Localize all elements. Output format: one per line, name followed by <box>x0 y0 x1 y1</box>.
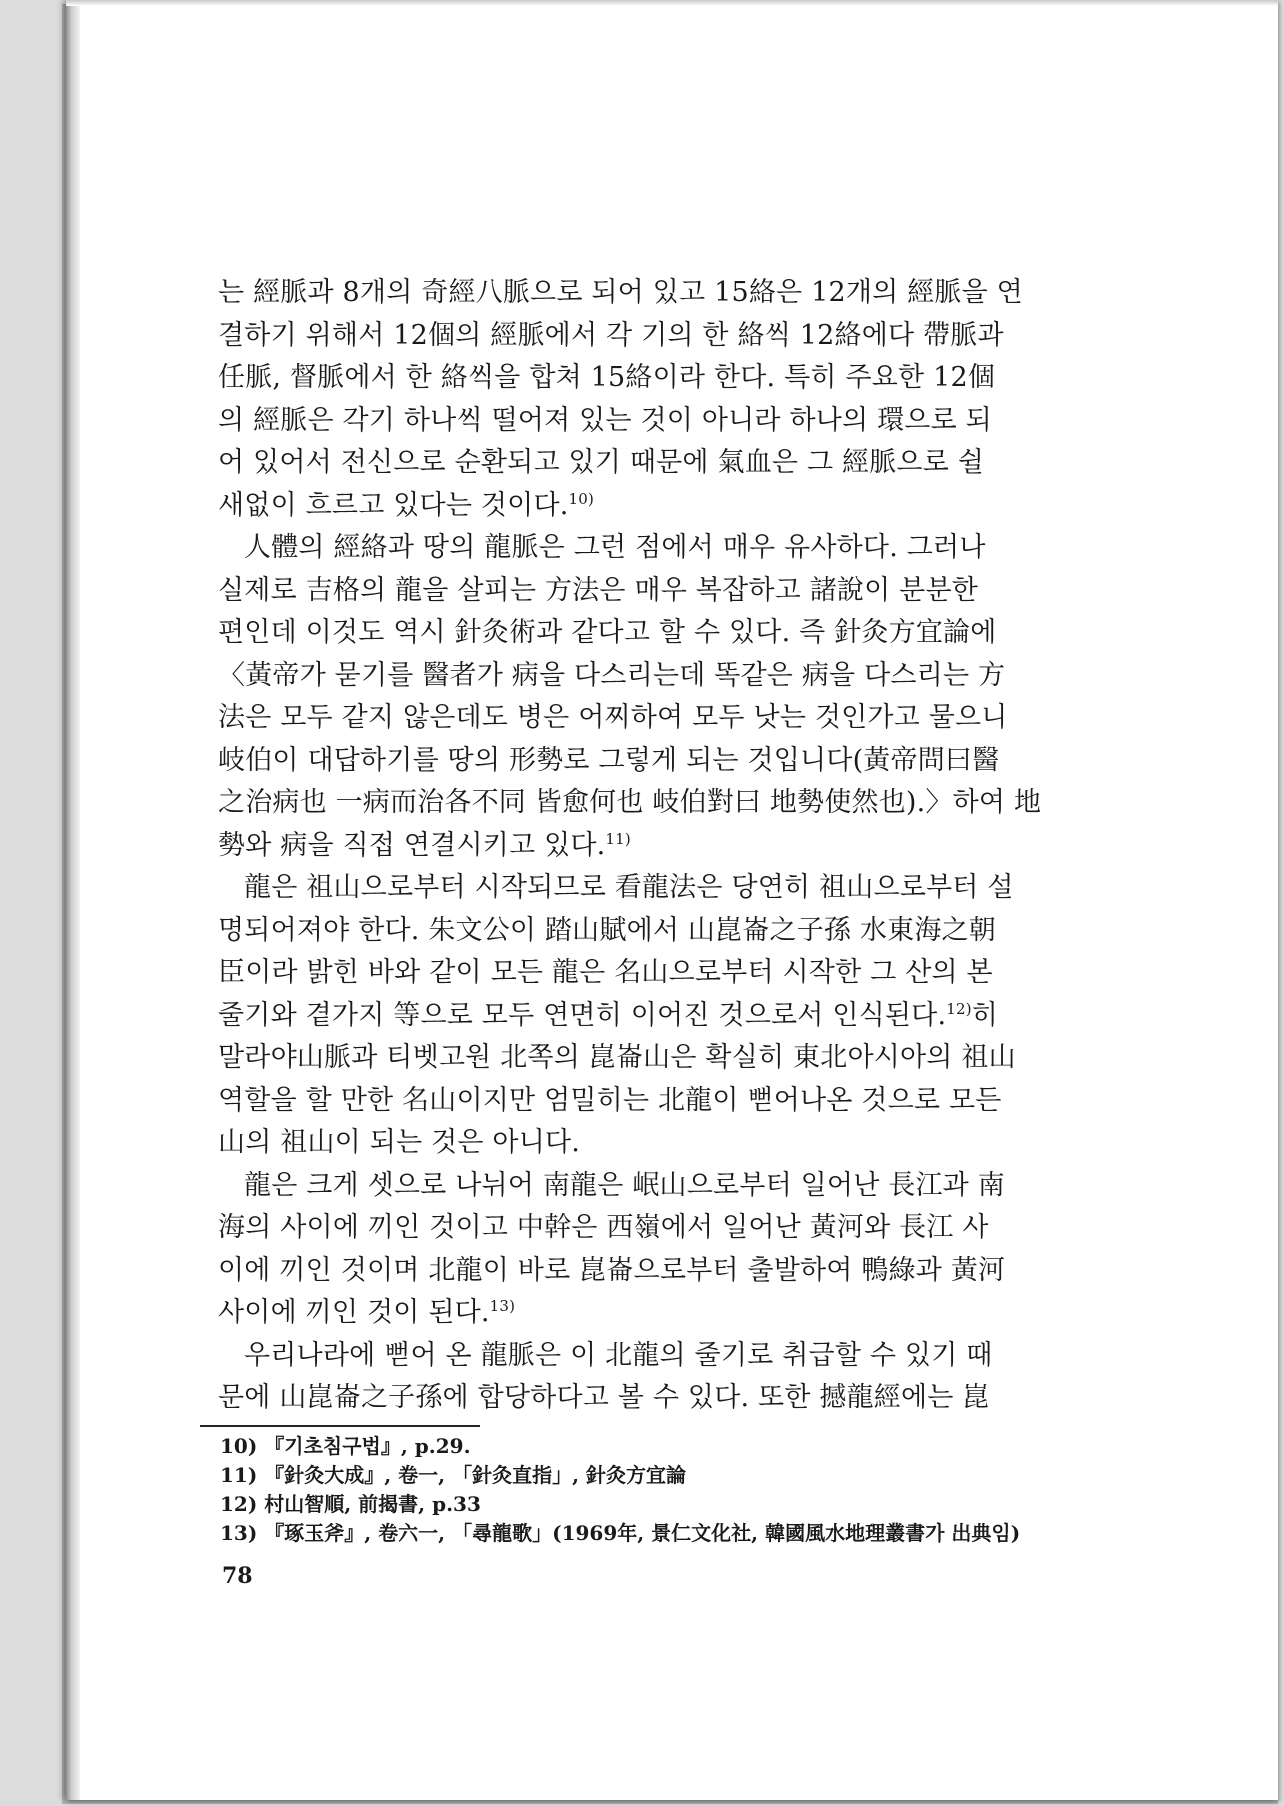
body-line-text: 어 있어서 전신으로 순환되고 있기 때문에 氣血은 그 經脈으로 쉴 <box>218 447 985 478</box>
body-line <box>218 1250 1108 1293</box>
body-line <box>218 272 1108 315</box>
body-line <box>218 910 1108 953</box>
body-line <box>218 782 1108 825</box>
body-line-text: 岐伯이 대답하기를 땅의 形勢로 그렇게 되는 것입니다(黃帝問曰醫 <box>218 744 1000 776</box>
body-line <box>218 867 1108 910</box>
footnote-reference: 13) <box>489 1297 516 1315</box>
body-line <box>218 995 1108 1038</box>
body-line-text: 臣이라 밝힌 바와 같이 모든 龍은 名山으로부터 시작한 그 산의 본 <box>218 957 993 988</box>
body-line-text: 海의 사이에 끼인 것이고 中幹은 西嶺에서 일어난 黃河와 長江 사 <box>218 1212 989 1243</box>
body-line-text: 이에 끼인 것이며 北龍이 바로 崑崙으로부터 출발하여 鴨綠과 黃河 <box>218 1254 1006 1286</box>
body-line <box>218 825 1108 868</box>
body-line <box>218 952 1108 995</box>
body-line <box>218 357 1108 400</box>
body-line <box>218 400 1108 443</box>
body-line-text: 任脈, 督脈에서 한 絡씩을 합쳐 15絡이라 한다. 특히 주요한 12個 <box>218 362 996 393</box>
body-line-text: 줄기와 곁가지 等으로 모두 연면히 이어진 것으로서 인식된다. <box>218 999 947 1031</box>
body-line-text: 人體의 經絡과 땅의 龍脈은 그런 점에서 매우 유사하다. 그러나 <box>244 532 986 563</box>
body-line-text: 龍은 祖山으로부터 시작되므로 看龍法은 당연히 祖山으로부터 설 <box>244 872 1014 903</box>
body-line <box>218 1207 1108 1250</box>
footnote-reference: 11) <box>605 829 631 848</box>
body-line <box>218 1080 1108 1123</box>
body-line <box>218 1292 1108 1335</box>
body-line <box>218 697 1108 740</box>
body-line-text: 결하기 위해서 12個의 經脈에서 각 기의 한 絡씩 12絡에다 帶脈과 <box>218 319 1004 351</box>
body-line <box>218 1037 1108 1080</box>
body-line-text: 勢와 病을 직접 연결시키고 있다. <box>218 829 606 861</box>
body-line-text: 龍은 크게 셋으로 나뉘어 南龍은 岷山으로부터 일어난 長江과 南 <box>244 1169 1005 1201</box>
body-line-text: 山의 祖山이 되는 것은 아니다. <box>218 1127 581 1158</box>
body-line <box>218 315 1108 358</box>
body-line <box>218 442 1108 485</box>
body-line-text: 는 經脈과 8개의 奇經八脈으로 되어 있고 15絡은 12개의 經脈을 연 <box>218 277 1023 308</box>
footnote-item: 10) 『기초침구법』, p.29. <box>220 1434 471 1458</box>
footnote-item: 13) 『琢玉斧』, 卷六一, 「尋龍歌」(1969年, 景仁文化社, 韓國風水地理叢書가 出典임) <box>220 1521 1021 1545</box>
footnote-item: 11) 『針灸大成』, 卷一, 「針灸直指」, 針灸方宜論 <box>220 1463 687 1487</box>
body-line-text: 명되어져야 한다. 朱文公이 踏山賦에서 山崑崙之子孫 水東海之朝 <box>218 914 996 946</box>
body-line <box>218 1335 1108 1378</box>
body-line-text: 실제로 吉格의 龍을 살피는 方法은 매우 복잡하고 諸說이 분분한 <box>218 574 979 606</box>
body-line-text: 의 經脈은 각기 하나씩 떨어져 있는 것이 아니라 하나의 環으로 되 <box>218 404 992 436</box>
footnote-item: 12) 村山智順, 前揭書, p.33 <box>220 1492 481 1516</box>
page-number: 78 <box>222 1563 253 1589</box>
page-top-edge <box>66 0 1278 6</box>
body-line <box>218 740 1108 783</box>
footnote-divider <box>200 1425 480 1427</box>
footnotes <box>220 1432 1120 1548</box>
body-line <box>218 570 1108 613</box>
body-line-text: 之治病也 一病而治各不同 皆愈何也 岐伯對曰 地勢使然也).〉하여 地 <box>218 787 1042 818</box>
body-line-text: 사이에 끼인 것이 된다. <box>218 1297 490 1328</box>
page-binding-edge <box>66 0 80 1800</box>
body-text <box>218 272 1108 1420</box>
body-line <box>218 1377 1108 1420</box>
body-line <box>218 527 1108 570</box>
body-line <box>218 1122 1108 1165</box>
body-line-text: 역할을 할 만한 名山이지만 엄밀히는 北龍이 뻗어나온 것으로 모든 <box>218 1084 1002 1116</box>
body-line-text: 편인데 이것도 역시 針灸術과 같다고 할 수 있다. 즉 針灸方宜論에 <box>218 617 997 648</box>
body-line-text: 새없이 흐르고 있다는 것이다. <box>218 489 569 521</box>
body-line-text: 말라야山脈과 티벳고원 北쪽의 崑崙山은 확실히 東北아시아의 祖山 <box>218 1042 1016 1073</box>
body-line-text: 法은 모두 같지 않은데도 병은 어찌하여 모두 낫는 것인가고 물으니 <box>218 702 1008 733</box>
body-line-text: 문에 山崑崙之子孫에 합당하다고 볼 수 있다. 또한 撼龍經에는 崑 <box>218 1382 990 1413</box>
body-line-continuation: 히 <box>971 999 999 1031</box>
body-line <box>218 485 1108 528</box>
body-line <box>218 612 1108 655</box>
body-line-text: 〈黃帝가 묻기를 醫者가 病을 다스리는데 똑같은 病을 다스리는 方 <box>218 659 1006 691</box>
footnote-reference: 10) <box>568 489 595 508</box>
footnote-reference: 12) <box>946 999 972 1018</box>
body-line <box>218 655 1108 698</box>
body-line-text: 우리나라에 뻗어 온 龍脈은 이 北龍의 줄기로 취급할 수 있기 때 <box>244 1339 993 1371</box>
body-line <box>218 1165 1108 1208</box>
